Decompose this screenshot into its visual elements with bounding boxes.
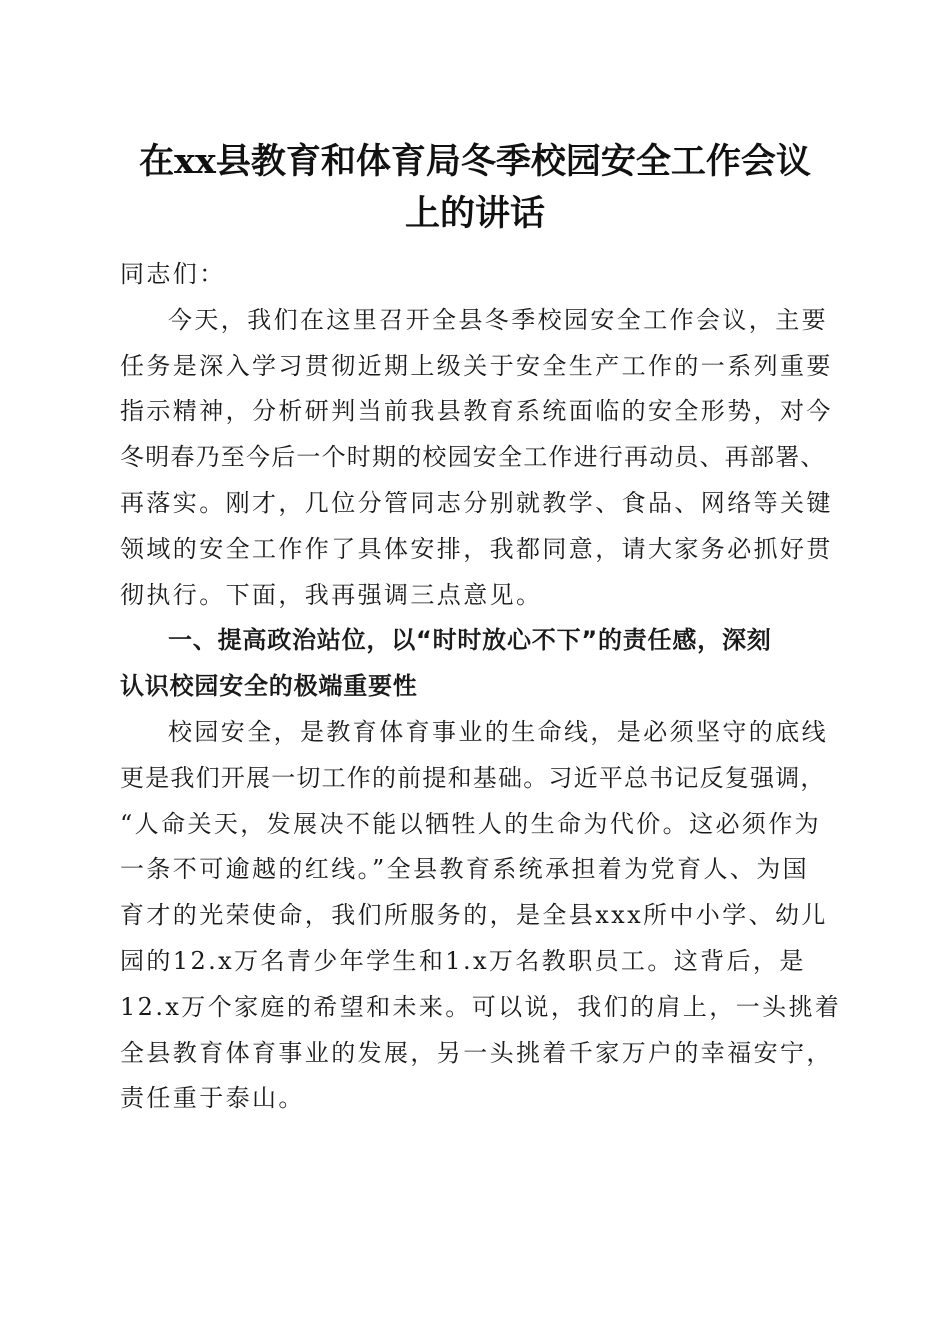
paragraph-line: 更是我们开展一切工作的前提和基础。习近平总书记反复强调， (120, 763, 826, 792)
paragraph-line: 校园安全，是教育体育事业的生命线，是必须坚守的底线 (168, 717, 828, 746)
paragraph-line: 彻执行。下面，我再强调三点意见。 (120, 580, 543, 609)
paragraph-line: 园的12.x万名青少年学生和1.x万名教职员工。这背后，是 (120, 946, 806, 975)
title-line-2: 上的讲话 (404, 193, 545, 234)
paragraph-line: 冬明春乃至今后一个时期的校园安全工作进行再动员、再部署、 (120, 443, 826, 472)
document-title (110, 136, 840, 240)
paragraph-line: “人命关天，发展决不能以牺牲人的生命为代价。这必须作为 (120, 809, 822, 838)
paragraph-line: 一条不可逾越的红线。”全县教育系统承担着为党育人、为国 (120, 855, 810, 884)
paragraph-line: 育才的光荣使命，我们所服务的，是全县xxx所中小学、幼儿 (120, 901, 828, 930)
paragraph-line: 再落实。刚才，几位分管同志分别就教学、食品、网络等关键 (120, 488, 833, 517)
document-body (120, 252, 842, 1122)
paragraph-line: 全县教育体育事业的发展，另一头挑着千家万户的幸福安宁， (120, 1038, 833, 1067)
paragraph-line: 12.x万个家庭的希望和未来。可以说，我们的肩上，一头挑着 (120, 992, 842, 1021)
paragraph-line: 任务是深入学习贯彻近期上级关于安全生产工作的一系列重要 (120, 351, 833, 380)
salutation: 同志们： (120, 260, 226, 288)
section-heading: 一、提高政治站位，以“时时放心不下”的责任感，深刻 (168, 626, 772, 655)
paragraph-line: 责任重于泰山。 (120, 1084, 305, 1113)
paragraph-line: 指示精神，分析研判当前我县教育系统面临的安全形势，对今 (120, 397, 833, 426)
section-heading: 认识校园安全的极端重要性 (120, 672, 418, 701)
paragraph-line: 领域的安全工作作了具体安排，我都同意，请大家务必抓好贯 (120, 534, 833, 563)
paragraph-line: 今天，我们在这里召开全县冬季校园安全工作会议，主要 (168, 305, 828, 334)
title-line-1: 在xx县教育和体育局冬季校园安全工作会议 (139, 141, 811, 182)
